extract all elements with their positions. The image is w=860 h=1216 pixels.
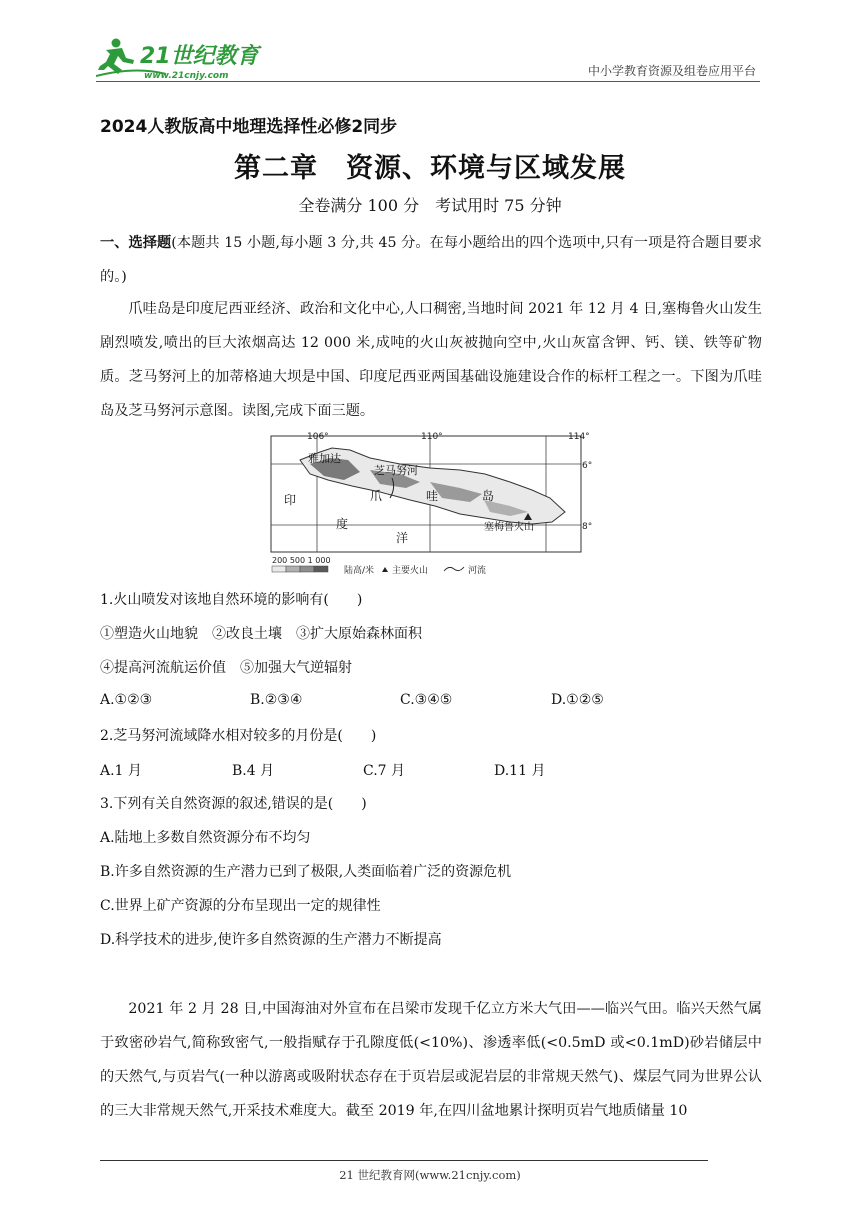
ocean-label-1: 印 [284, 493, 297, 507]
q3-option-d[interactable]: D.科学技术的进步,使许多自然资源的生产潜力不断提高 [100, 932, 442, 948]
section-heading-label: 一、选择题 [100, 235, 172, 251]
ocean-label-2: 度 [336, 517, 349, 531]
lat-label-8: 8° [582, 522, 593, 532]
passage-2: 2021 年 2 月 28 日,中国海油对外宣布在吕梁市发现千亿立方米大气田——临兴气田。临兴天然气属于致密砂岩气,简称致密气,一般指赋存于孔隙度低(<10%)、渗透率低(<0.5mD 或<0.1mD)砂岩储层中的天然气,与页岩气(一种以游离或吸附状态存在于页岩层或泥岩层的非常规天然气)、煤层气同为世界公认的三大非常规天然气,开采技术难度大。截至 2019 年,在四川盆地累计探明页岩气地质储量 10 [100, 1001, 762, 1119]
exam-info: 全卷满分 100 分 考试用时 75 分钟 [298, 196, 562, 215]
q1-items-2: ④提高河流航运价值 ⑤加强大气逆辐射 [100, 660, 352, 676]
island-label-1: 爪 [370, 489, 383, 503]
logo-text: 21世纪教育 [140, 44, 259, 69]
platform-name: 中小学教育资源及组卷应用平台 [587, 64, 756, 78]
q1-option-a[interactable]: A.①②③ [100, 692, 153, 708]
header-divider [96, 81, 760, 82]
volcano-label: 塞梅鲁火山 [484, 522, 534, 533]
logo-url: www.21cnjy.com [144, 71, 229, 81]
q1-stem: 1.火山喷发对该地自然环境的影响有( ) [100, 592, 363, 608]
legend-scale-values: 200 500 1 000 [272, 556, 331, 565]
island-label-2: 哇 [426, 489, 439, 503]
lon-label-114: 114° [568, 432, 590, 442]
section-note: (本题共 15 小题,每小题 3 分,共 45 分。在每小题给出的四个选项中,只有一项是符合题目要求的。) [100, 235, 762, 285]
legend-river: 河流 [468, 566, 487, 576]
lon-label-110: 110° [421, 432, 443, 442]
q1-items-1: ①塑造火山地貌 ②改良土壤 ③扩大原始森林面积 [100, 626, 422, 642]
footer-text: 21 世纪教育网(www.21cnjy.com) [339, 1168, 521, 1182]
chapter-title: 第二章 资源、环境与区域发展 [234, 153, 626, 184]
q1-option-c[interactable]: C.③④⑤ [400, 692, 453, 708]
footer-divider [100, 1160, 708, 1161]
q2-option-d[interactable]: D.11 月 [494, 763, 546, 779]
q1-option-b[interactable]: B.②③④ [250, 692, 303, 708]
java-island-map [270, 430, 596, 580]
passage-1: 爪哇岛是印度尼西亚经济、政治和文化中心,人口稠密,当地时间 2021 年 12 月 4 日,塞梅鲁火山发生剧烈喷发,喷出的巨大浓烟高达 12 000 米,成吨的火山灰被抛向空中,火山灰富含钾、钙、镁、铁等矿物质。芝马努河上的加蒂格迪大坝是中国、印度尼西亚两国基础设施建设合作的标杆工程之一。下图为爪哇岛及芝马努河示意图。读图,完成下面三题。 [100, 301, 762, 419]
ocean-label-3: 洋 [396, 531, 409, 545]
q3-option-c[interactable]: C.世界上矿产资源的分布呈现出一定的规律性 [100, 898, 381, 914]
river-legend-icon [444, 567, 464, 571]
lat-label-6: 6° [582, 461, 593, 471]
q1-option-d[interactable]: D.①②⑤ [551, 692, 604, 708]
legend-elevation: 陆高/米 [344, 566, 375, 576]
jakarta-label: 雅加达 [308, 452, 341, 465]
volcano-legend-icon [382, 567, 388, 572]
island-label-3: 岛 [482, 489, 495, 503]
q3-stem: 3.下列有关自然资源的叙述,错误的是( ) [100, 796, 367, 812]
q2-option-c[interactable]: C.7 月 [363, 763, 406, 779]
section-heading [100, 226, 762, 294]
legend-volcano: 主要火山 [392, 566, 429, 576]
q3-option-b[interactable]: B.许多自然资源的生产潜力已到了极限,人类面临着广泛的资源危机 [100, 864, 512, 880]
lon-label-106: 106° [307, 432, 329, 442]
series-title: 2024人教版高中地理选择性必修2同步 [100, 117, 398, 137]
site-logo [96, 36, 266, 82]
q2-stem: 2.芝马努河流域降水相对较多的月份是( ) [100, 728, 377, 744]
q2-option-b[interactable]: B.4 月 [232, 763, 275, 779]
river-label: 芝马努河 [374, 464, 418, 477]
q2-option-a[interactable]: A.1 月 [100, 763, 142, 779]
q3-option-a[interactable]: A.陆地上多数自然资源分布不均匀 [100, 830, 311, 846]
